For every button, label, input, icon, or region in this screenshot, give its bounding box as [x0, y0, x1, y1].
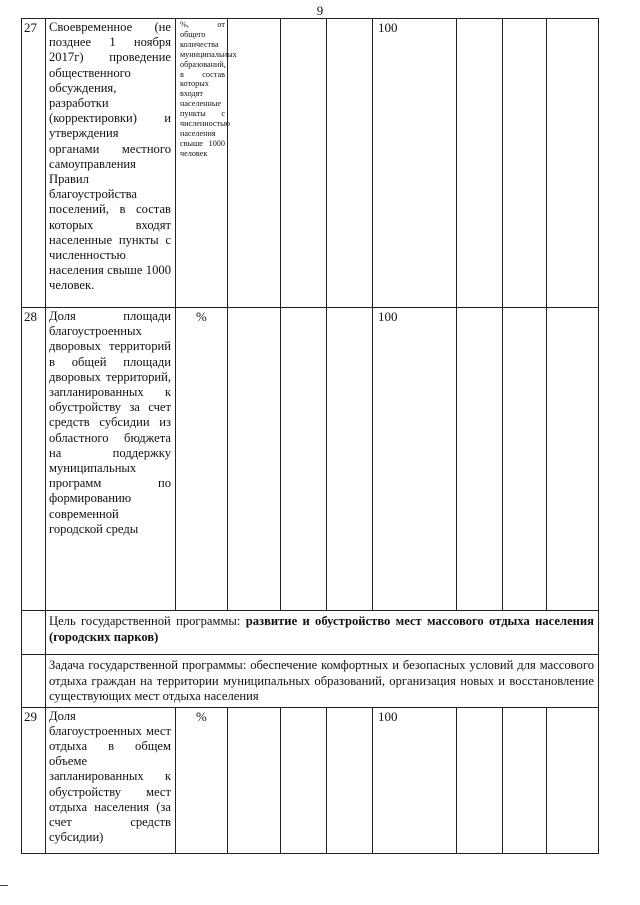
empty-cell	[547, 707, 599, 853]
empty-cell	[503, 707, 547, 853]
target-value: 100	[373, 19, 457, 308]
empty-cell	[457, 308, 503, 611]
empty-cell	[327, 707, 373, 853]
indicators-table	[21, 18, 599, 854]
table-row	[22, 707, 599, 853]
empty-cell	[547, 308, 599, 611]
table-row	[22, 19, 599, 308]
empty-cell	[228, 707, 281, 853]
goal-prefix: Цель государственной программы:	[49, 614, 246, 628]
empty-cell	[22, 611, 46, 655]
empty-cell	[457, 707, 503, 853]
empty-cell	[228, 19, 281, 308]
empty-cell	[547, 19, 599, 308]
indicator-name: Своевременное (не позднее 1 ноября 2017г) проведение общественного обсуждения, разработки (корректировки) и утверждения органами местного самоуправления Правил благоустройства поселений, в состав которых входят населенные пункты с численностью населения свыше 1000 человек.	[46, 19, 176, 308]
page-number: 9	[316, 3, 324, 18]
empty-cell	[281, 308, 327, 611]
empty-cell	[503, 308, 547, 611]
empty-cell	[281, 707, 327, 853]
unit-of-measure: %, от общего количества муниципальных образований, в состав которых входят населенные пункты с численностью населения свыше 1000 человек	[176, 19, 228, 308]
target-value: 100	[373, 308, 457, 611]
indicator-name: Доля благоустроенных мест отдыха в общем объеме запланированных к обустройству мест отдыха населения (за счет средств субсидии)	[46, 707, 176, 853]
empty-cell	[228, 308, 281, 611]
empty-cell	[503, 19, 547, 308]
row-number: 29	[22, 707, 46, 853]
task-row	[22, 655, 599, 708]
row-number: 28	[22, 308, 46, 611]
program-goal	[46, 611, 599, 655]
table-row	[22, 308, 599, 611]
unit-of-measure: %	[176, 707, 228, 853]
row-number: 27	[22, 19, 46, 308]
scan-edge-mark	[0, 885, 8, 886]
target-value: 100	[373, 707, 457, 853]
goal-text: развитие и обустройство мест массового отдыха населения (городских парков)	[49, 614, 595, 644]
empty-cell	[457, 19, 503, 308]
empty-cell	[281, 19, 327, 308]
indicator-name: Доля площади благоустроенных дворовых территорий в общей площади дворовых территорий, запланированных к обустройству за счет средств субсидии из областного бюджета на поддержку муниципальных программ по формированию современной городской среды	[46, 308, 176, 611]
empty-cell	[327, 19, 373, 308]
empty-cell	[22, 655, 46, 708]
unit-of-measure: %	[176, 308, 228, 611]
goal-row	[22, 611, 599, 655]
program-task: Задача государственной программы: обеспечение комфортных и безопасных условий для массового отдыха граждан на территории муниципальных образований, организация новых и восстановление существующих мест отдыха населения	[46, 655, 599, 708]
empty-cell	[327, 308, 373, 611]
